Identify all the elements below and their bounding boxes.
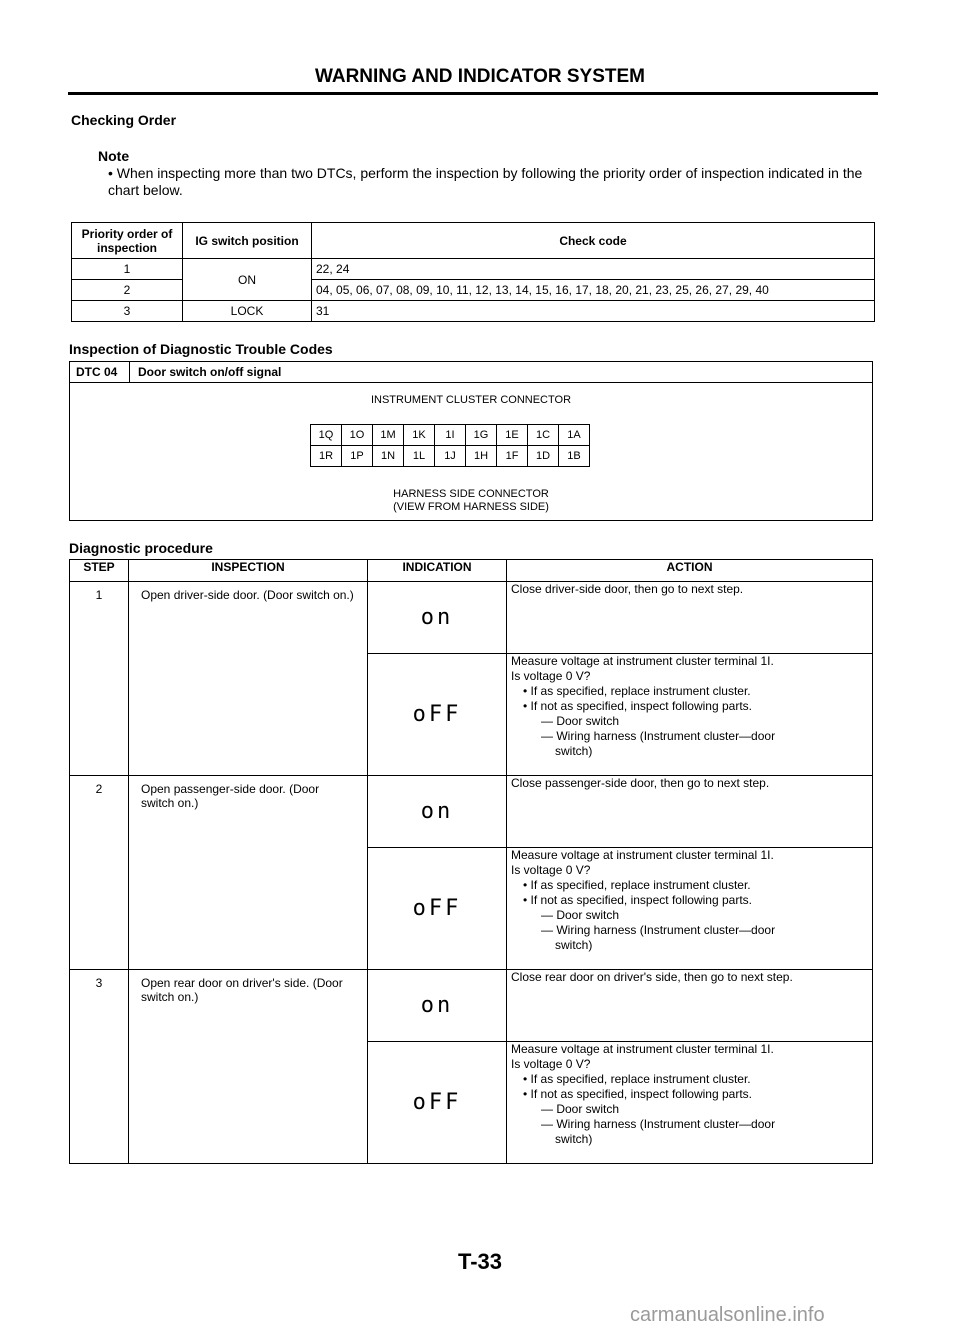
ig-cell: LOCK [183,301,312,322]
step-inspection: Open passenger-side door. (Door switch on.) [129,776,368,970]
ig-header: IG switch position [183,223,312,259]
pin: 1I [435,425,466,446]
action-line: switch) [555,744,593,758]
step-header: STEP [70,560,129,582]
pin: 1L [404,446,435,467]
page-number: T-33 [457,1249,503,1274]
priority-table [71,222,875,322]
action-line: switch) [555,1132,593,1146]
action-line: • If as specified, replace instrument cluster. [523,684,751,698]
diagnostic-table [69,559,873,1164]
priority-header: Priority order of inspection [72,223,183,259]
action-line: — Door switch [541,1102,620,1116]
step-inspection: Open rear door on driver's side. (Door switch on.) [129,970,368,1164]
step-number: 1 [70,582,129,776]
indicator-off-display: oFF [368,848,507,970]
indicator-on-display: on [368,970,507,1042]
indication-header: INDICATION [368,560,507,582]
dtc-description: Door switch on/off signal [138,365,282,379]
indicator-off-display: oFF [368,1042,507,1164]
pin: 1G [466,425,497,446]
harness-label: HARNESS SIDE CONNECTOR [393,488,549,500]
pin: 1M [373,425,404,446]
codes-header: Check code [312,223,875,259]
action-line: — Wiring harness (Instrument cluster—door [541,1117,776,1131]
action-on: Close rear door on driver's side, then go to next step. [507,970,873,1042]
ig-cell: ON [183,259,312,301]
action-line: Measure voltage at instrument cluster terminal 1I. [511,848,774,862]
dtc-code: DTC 04 [70,362,130,382]
pin: 1K [404,425,435,446]
pin: 1D [528,446,559,467]
action-line: — Door switch [541,908,620,922]
harness-sub-label: (VIEW FROM HARNESS SIDE) [393,501,549,513]
action-off [507,848,873,970]
priority-cell: 2 [72,280,183,301]
action-line: — Door switch [541,714,620,728]
pin: 1H [466,446,497,467]
priority-cell: 3 [72,301,183,322]
watermark: carmanualsonline.info [630,1304,825,1326]
action-line: — Wiring harness (Instrument cluster—door [541,729,776,743]
action-line: Is voltage 0 V? [511,669,591,683]
action-line: Measure voltage at instrument cluster terminal 1I. [511,1042,774,1056]
codes-cell: 22, 24 [312,259,875,280]
action-line: • If not as specified, inspect following parts. [523,893,752,907]
title-rule [68,92,878,95]
page-title: WARNING AND INDICATOR SYSTEM [314,66,646,87]
action-line: Is voltage 0 V? [511,863,591,877]
action-line: Measure voltage at instrument cluster terminal 1I. [511,654,774,668]
action-on: Close passenger-side door, then go to next step. [507,776,873,848]
pin: 1N [373,446,404,467]
pin: 1C [528,425,559,446]
pin: 1A [559,425,590,446]
indicator-off-display: oFF [368,654,507,776]
pin: 1O [342,425,373,446]
action-line: Is voltage 0 V? [511,1057,591,1071]
step-inspection: Open driver-side door. (Door switch on.) [129,582,368,776]
pin: 1P [342,446,373,467]
pin: 1E [497,425,528,446]
action-line: • If not as specified, inspect following parts. [523,699,752,713]
action-line: — Wiring harness (Instrument cluster—door [541,923,776,937]
indicator-on-display: on [368,776,507,848]
priority-cell: 1 [72,259,183,280]
indicator-on-display: on [368,582,507,654]
checking-order-heading: Checking Order [71,112,177,128]
diagnostic-heading: Diagnostic procedure [69,540,213,556]
note-label: Note [98,148,130,164]
pin: 1F [497,446,528,467]
dtc-box [69,361,873,521]
connector-diagram [310,424,590,467]
inspection-header: INSPECTION [129,560,368,582]
step-number: 3 [70,970,129,1164]
codes-cell: 04, 05, 06, 07, 08, 09, 10, 11, 12, 13, 14, 15, 16, 17, 18, 20, 21, 23, 25, 26, 27, 29, 40 [312,280,875,301]
connector-title: INSTRUMENT CLUSTER CONNECTOR [370,394,572,406]
action-line: switch) [555,938,593,952]
action-line: • If as specified, replace instrument cluster. [523,1072,751,1086]
action-off [507,654,873,776]
dtc-header [70,362,872,383]
action-line: • If not as specified, inspect following parts. [523,1087,752,1101]
action-off [507,1042,873,1164]
step-number: 2 [70,776,129,970]
action-line: • If as specified, replace instrument cluster. [523,878,751,892]
pin: 1B [559,446,590,467]
pin: 1J [435,446,466,467]
note-text: • When inspecting more than two DTCs, perform the inspection by following the priority order of inspection indicated in the chart below. [108,165,863,198]
pin: 1R [311,446,342,467]
codes-cell: 31 [312,301,875,322]
action-on: Close driver-side door, then go to next step. [507,582,873,654]
action-header: ACTION [507,560,873,582]
pin: 1Q [311,425,342,446]
inspection-heading: Inspection of Diagnostic Trouble Codes [69,341,333,357]
